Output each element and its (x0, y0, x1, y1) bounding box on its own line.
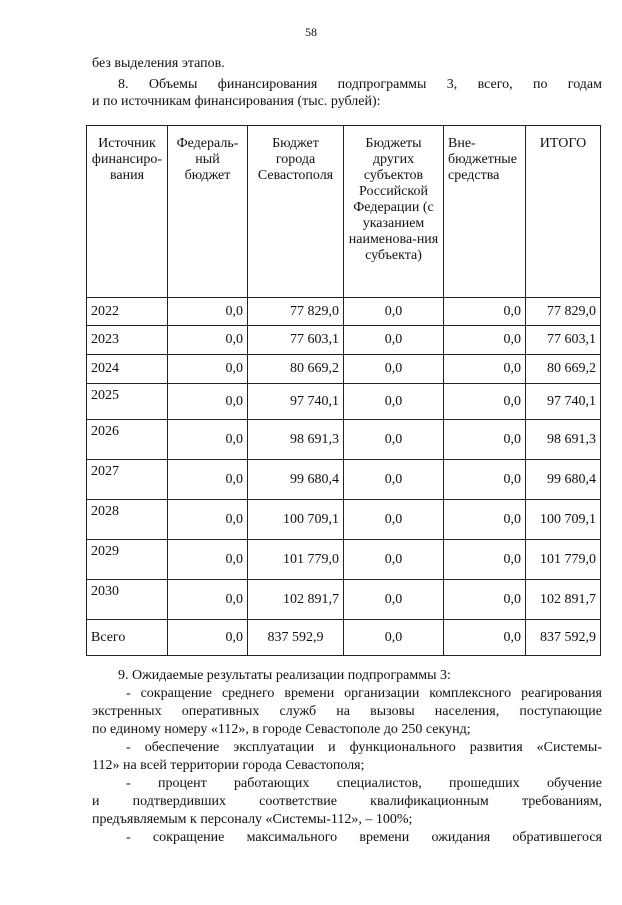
cell-other: 0,0 (344, 355, 444, 384)
cell-federal: 0,0 (168, 298, 248, 326)
cell-year: 2026 (87, 420, 168, 460)
section8-line1: 8. Объемы финансирования подпрограммы 3, всего, по годам (118, 77, 602, 92)
cell-other: 0,0 (344, 298, 444, 326)
cell-other: 0,0 (344, 580, 444, 620)
cell-city: 77 829,0 (248, 298, 344, 326)
cell-other: 0,0 (344, 460, 444, 500)
section8-line2: и по источникам финансирования (тыс. рублей): (92, 94, 381, 109)
section9-heading: 9. Ожидаемые результаты реализации подпрограммы 3: (118, 668, 451, 683)
cell-total: 77 829,0 (526, 298, 601, 326)
section9-line: - процент работающих специалистов, прошедших обучение (126, 776, 602, 791)
cell-other: 0,0 (344, 500, 444, 540)
cell-year: 2030 (87, 580, 168, 620)
cell-total: 100 709,1 (526, 500, 601, 540)
cell-extra: 0,0 (444, 384, 526, 420)
header-city-budget: Бюджет города Севастополя (248, 126, 344, 298)
cell-year: 2023 (87, 326, 168, 355)
cell-other: 0,0 (344, 420, 444, 460)
section9-line: и подтвердивших соответствие квалификационным требованиям, (92, 794, 602, 809)
cell-extra: 0,0 (444, 620, 526, 656)
cell-other: 0,0 (344, 384, 444, 420)
table-row-total (87, 620, 601, 656)
cell-extra: 0,0 (444, 355, 526, 384)
table-row (87, 500, 601, 540)
cell-total: 837 592,9 (526, 620, 601, 656)
table-row (87, 384, 601, 420)
cell-federal: 0,0 (168, 620, 248, 656)
cell-year: 2024 (87, 355, 168, 384)
cell-federal: 0,0 (168, 326, 248, 355)
cell-total-label: Всего (87, 620, 168, 656)
cell-extra: 0,0 (444, 540, 526, 580)
cell-other: 0,0 (344, 540, 444, 580)
table-header-row (87, 126, 601, 298)
cell-federal: 0,0 (168, 580, 248, 620)
cell-city: 837 592,9 (248, 620, 344, 656)
cell-year: 2027 (87, 460, 168, 500)
cell-extra: 0,0 (444, 326, 526, 355)
section9-line: - обеспечение эксплуатации и функционального развития «Системы- (126, 740, 602, 755)
section9-line: - сокращение среднего времени организации комплексного реагирования (126, 686, 602, 701)
table-row (87, 326, 601, 355)
cell-federal: 0,0 (168, 420, 248, 460)
cell-city: 80 669,2 (248, 355, 344, 384)
section9-line: предъявляемым к персоналу «Системы-112», – 100%; (92, 812, 413, 827)
header-extra-budget: Вне-бюджетные средства (444, 126, 526, 298)
cell-year: 2029 (87, 540, 168, 580)
section9-line: по единому номеру «112», в городе Севастополе до 250 секунд; (92, 722, 471, 737)
page-number: 58 (305, 25, 317, 39)
cell-total: 97 740,1 (526, 384, 601, 420)
cell-extra: 0,0 (444, 298, 526, 326)
cell-total: 80 669,2 (526, 355, 601, 384)
cell-extra: 0,0 (444, 460, 526, 500)
section9-line: - сокращение максимального времени ожидания обратившегося (126, 830, 602, 845)
cell-year: 2022 (87, 298, 168, 326)
header-federal: Федераль-ный бюджет (168, 126, 248, 298)
cell-city: 99 680,4 (248, 460, 344, 500)
section9-line: экстренных оперативных служб на вызовы населения, поступающие (92, 704, 602, 719)
table-row (87, 355, 601, 384)
cell-year: 2028 (87, 500, 168, 540)
header-source: Источник финансиро-вания (87, 126, 168, 298)
cell-total: 99 680,4 (526, 460, 601, 500)
cell-city: 102 891,7 (248, 580, 344, 620)
table-row (87, 298, 601, 326)
cell-federal: 0,0 (168, 460, 248, 500)
financing-table (86, 125, 601, 656)
cell-federal: 0,0 (168, 384, 248, 420)
cell-city: 77 603,1 (248, 326, 344, 355)
cell-federal: 0,0 (168, 500, 248, 540)
cell-other: 0,0 (344, 620, 444, 656)
cell-extra: 0,0 (444, 420, 526, 460)
section9-line: 112» на всей территории города Севастополя; (92, 758, 365, 773)
cell-city: 97 740,1 (248, 384, 344, 420)
cell-extra: 0,0 (444, 500, 526, 540)
header-total: ИТОГО (526, 126, 601, 298)
cell-city: 100 709,1 (248, 500, 344, 540)
cell-city: 98 691,3 (248, 420, 344, 460)
intro-line: без выделения этапов. (92, 56, 225, 71)
cell-other: 0,0 (344, 326, 444, 355)
cell-extra: 0,0 (444, 580, 526, 620)
cell-city: 101 779,0 (248, 540, 344, 580)
table-row (87, 540, 601, 580)
cell-total: 77 603,1 (526, 326, 601, 355)
cell-federal: 0,0 (168, 540, 248, 580)
table-row (87, 420, 601, 460)
table-row (87, 580, 601, 620)
cell-federal: 0,0 (168, 355, 248, 384)
cell-total: 102 891,7 (526, 580, 601, 620)
cell-year: 2025 (87, 384, 168, 420)
cell-total: 98 691,3 (526, 420, 601, 460)
header-other-regions: Бюджеты других субъектов Российской Федерации (с указанием наименова-ния субъекта) (344, 126, 444, 298)
table-row (87, 460, 601, 500)
cell-total: 101 779,0 (526, 540, 601, 580)
